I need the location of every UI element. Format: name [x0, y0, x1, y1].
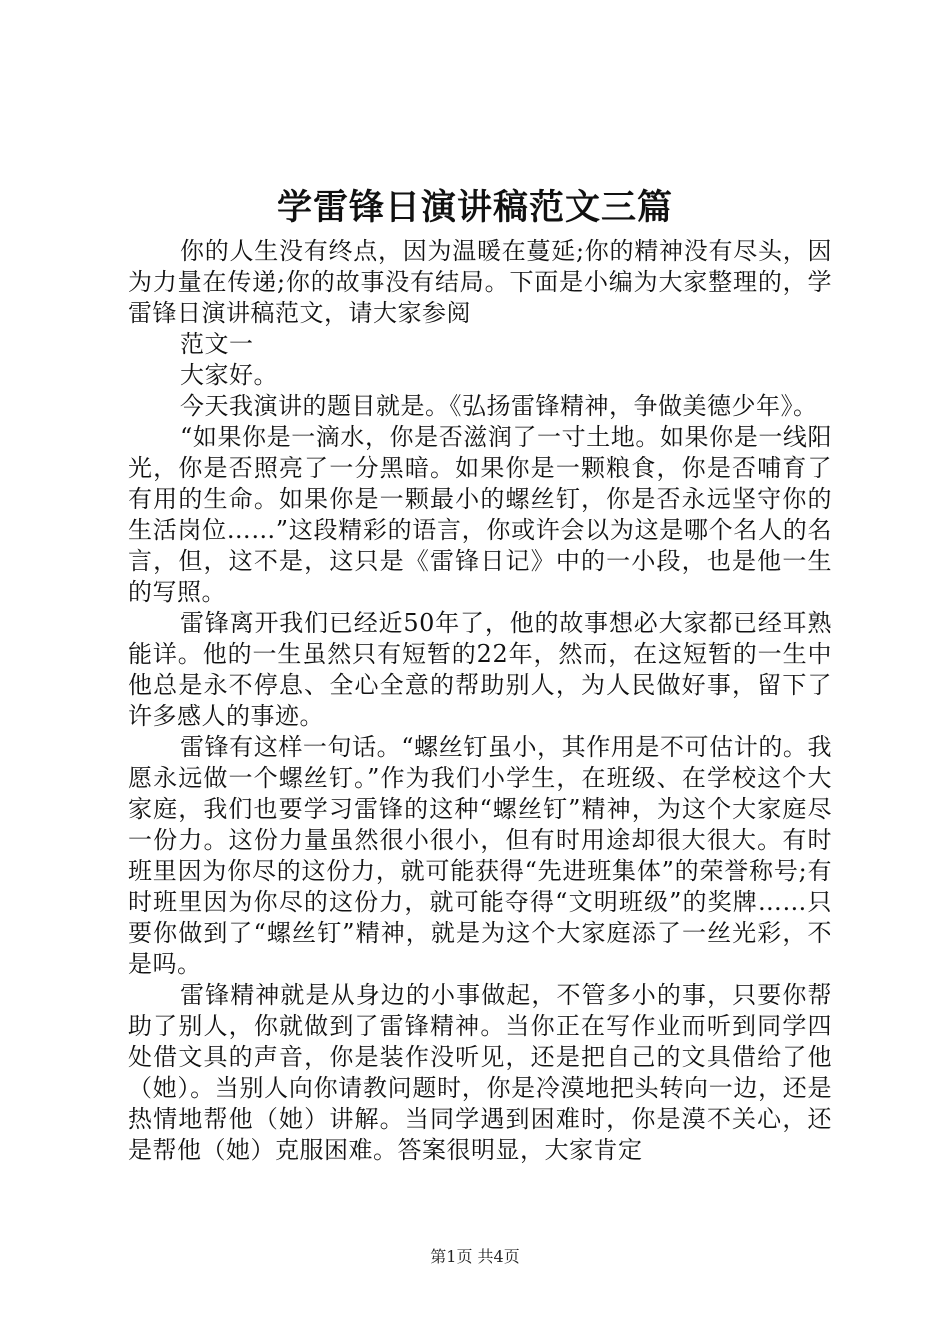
- topic-paragraph: 今天我演讲的题目就是。《弘扬雷锋精神，争做美德少年》。: [180, 392, 818, 420]
- document-title: 学雷锋日演讲稿范文三篇: [276, 188, 673, 228]
- intro-paragraph: 你的人生没有终点，因为温暖在蔓延;你的精神没有尽头，因为力量在传递;你的故事没有结局。下面是小编为大家整理的，学雷锋日演讲稿范文，请大家参阅: [128, 237, 832, 327]
- quote-paragraph: “如果你是一滴水，你是否滋润了一寸土地。如果你是一线阳光，你是否照亮了一分黑暗。如果你是一颗粮食，你是否哺育了有用的生命。如果你是一颗最小的螺丝钉，你是否永远坚守你的生活岗位……”这段精彩的语言，你或许会以为这是哪个名人的名言，但，这不是，这只是《雷锋日记》中的一小段，也是他一生的写照。: [128, 423, 832, 606]
- greeting-paragraph: 大家好。: [180, 361, 278, 389]
- document-body: [128, 236, 832, 1166]
- small-things-paragraph: 雷锋精神就是从身边的小事做起，不管多小的事，只要你帮助了别人，你就做到了雷锋精神。当你正在写作业而听到同学四处借文具的声音，你是装作没听见，还是把自己的文具借给了他（她）。当别人向你请教问题时，你是冷漠地把头转向一边，还是热情地帮他（她）讲解。当同学遇到困难时，你是漠不关心，还是帮他（她）克服困难。答案很明显，大家肯定: [128, 981, 832, 1164]
- screw-spirit-paragraph: 雷锋有这样一句话。“螺丝钉虽小，其作用是不可估计的。我愿永远做一个螺丝钉。”作为我们小学生，在班级、在学校这个大家庭，我们也要学习雷锋的这种“螺丝钉”精神，为这个大家庭尽一份力。这份力量虽然很小很小，但有时用途却很大很大。有时班里因为你尽的这份力，就可能获得“先进班集体”的荣誉称号;有时班里因为你尽的这份力，就可能夺得“文明班级”的奖牌……只要你做到了“螺丝钉”精神，就是为这个大家庭添了一丝光彩，不是吗。: [128, 733, 832, 978]
- section-heading: 范文一: [180, 330, 254, 358]
- page-footer: 第1页 共4页: [430, 1247, 520, 1266]
- leifeng-story-paragraph: 雷锋离开我们已经近50年了，他的故事想必大家都已经耳熟能详。他的一生虽然只有短暂的22年，然而，在这短暂的一生中他总是永不停息、全心全意的帮助别人，为人民做好事，留下了许多感人的事迹。: [128, 609, 832, 730]
